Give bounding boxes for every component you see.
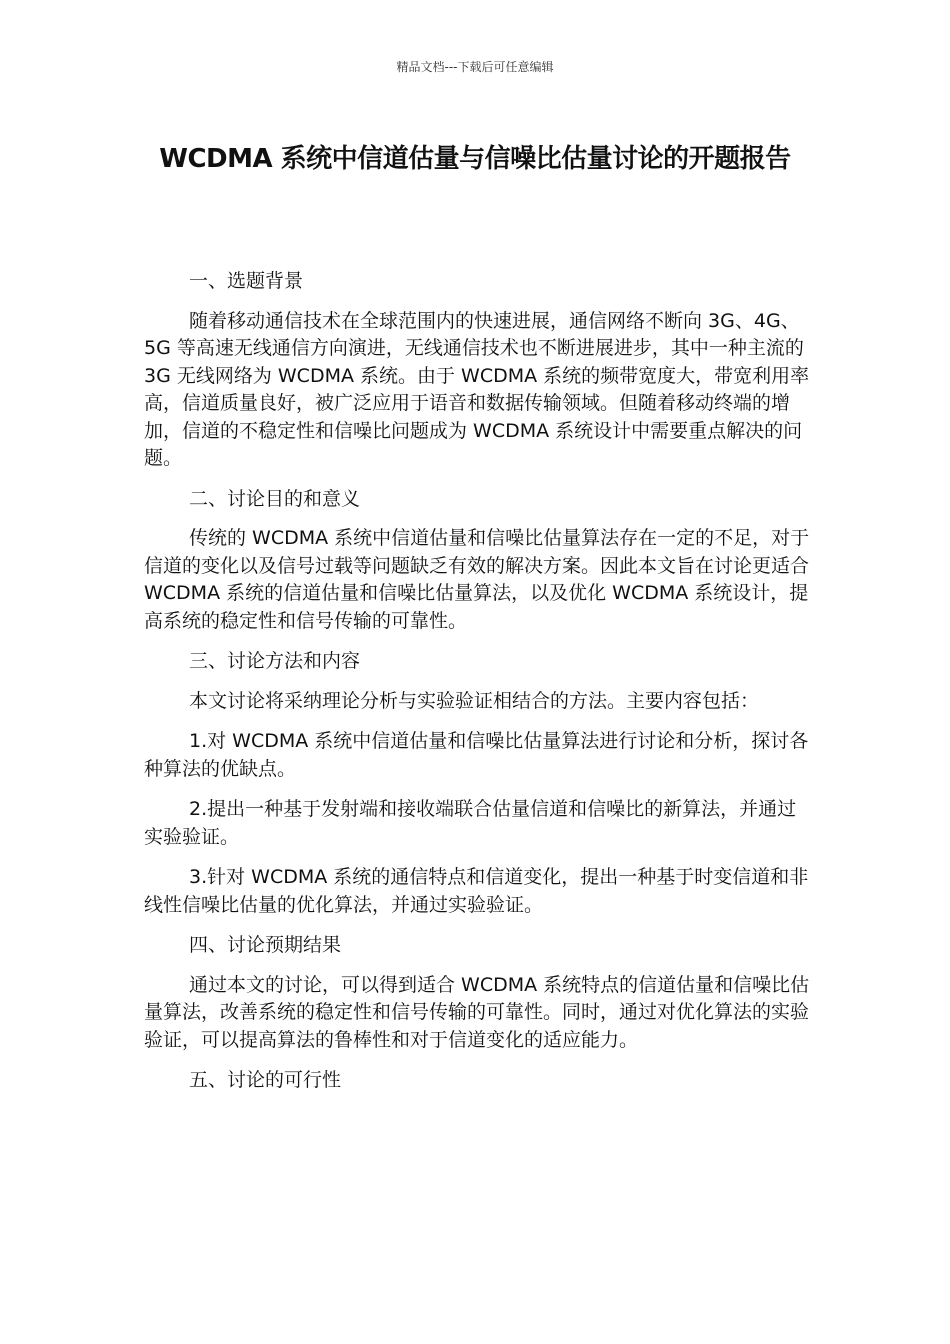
section-heading-feasibility: 五、讨论的可行性: [189, 1069, 342, 1091]
document-title: WCDMA 系统中信道估量与信噪比估量讨论的开题报告: [159, 144, 791, 174]
list-item-method-1: 1.对 WCDMA 系统中信道估量和信噪比估量算法进行讨论和分析，探讨各种算法的优缺点。: [144, 730, 809, 780]
list-item-method-2: 2.提出一种基于发射端和接收端联合估量信道和信噪比的新算法，并通过实验验证。: [144, 798, 797, 848]
section-heading-purpose: 二、讨论目的和意义: [189, 487, 361, 510]
section-heading-methods: 三、讨论方法和内容: [189, 650, 361, 672]
document-body: [144, 268, 810, 1095]
paragraph-purpose: 传统的 WCDMA 系统中信道估量和信噪比估量算法存在一定的不足，对于信道的变化以及信号过载等问题缺乏有效的解决方案。因此本文旨在讨论更适合 WCDMA 系统的信道估量和信噪比估量算法，以及优化 WCDMA 系统设计，提高系统的稳定性和信号传输的可靠性。: [144, 527, 810, 632]
section-heading-background: 一、选题背景: [189, 270, 304, 292]
header-note: 精品文档---下载后可任意编辑: [396, 60, 554, 74]
paragraph-expected-results: 通过本文的讨论，可以得到适合 WCDMA 系统特点的信道估量和信噪比估量算法，改善系统的稳定性和信号传输的可靠性。同时，通过对优化算法的实验验证，可以提高算法的鲁棒性和对于信道变化的适应能力。: [144, 973, 810, 1051]
paragraph-methods-intro: 本文讨论将采纳理论分析与实验验证相结合的方法。主要内容包括：: [189, 689, 760, 712]
list-item-method-3: 3.针对 WCDMA 系统的通信特点和信道变化，提出一种基于时变信道和非线性信噪比估量的优化算法，并通过实验验证。: [144, 866, 809, 916]
section-heading-expected-results: 四、讨论预期结果: [189, 934, 342, 956]
paragraph-background: 随着移动通信技术在全球范围内的快速进展，通信网络不断向 3G、4G、5G 等高速无线通信方向演进，无线通信技术也不断进展进步，其中一种主流的 3G 无线网络为 WCDMA 系统。由于 WCDMA 系统的频带宽度大，带宽利用率高，信道质量良好，被广泛应用于语音和数据传输领域。但随着移动终端的增加，信道的不稳定性和信噪比问题成为 WCDMA 系统设计中需要重点解决的问题。: [144, 309, 810, 469]
